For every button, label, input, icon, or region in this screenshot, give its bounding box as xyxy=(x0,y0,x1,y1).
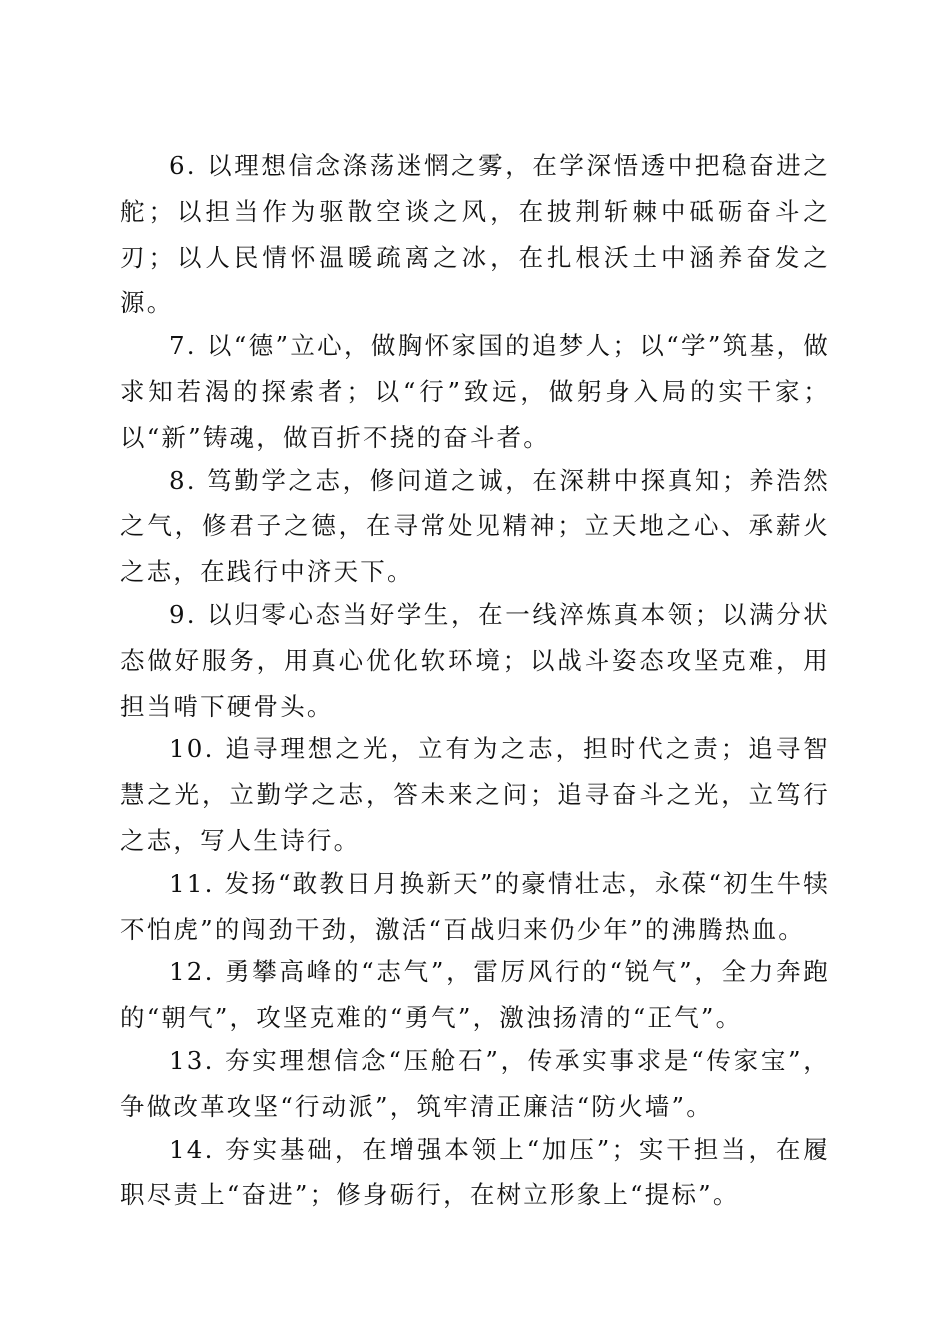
paragraph-8: 8. 笃勤学之志，修问道之诚，在深耕中探真知；养浩然之气，修君子之德，在寻常处见精神；立天地之心、承薪火之志，在践行中济天下。 xyxy=(120,465,830,587)
paragraph-12: 12. 勇攀高峰的“志气”，雷厉风行的“锐气”，全力奔跑的“朝气”，攻坚克难的“勇气”，激浊扬清的“正气”。 xyxy=(120,957,830,1033)
paragraph-7: 7. 以“德”立心，做胸怀家国的追梦人；以“学”筑基，做求知若渴的探索者；以“行”致远，做躬身入局的实干家；以“新”铸魂，做百折不挠的奋斗者。 xyxy=(120,331,830,452)
document-body xyxy=(120,143,830,1215)
paragraph-11: 11. 发扬“敢教日月换新天”的豪情壮志，永葆“初生牛犊不怕虎”的闯劲干劲，激活“百战归来仍少年”的沸腾热血。 xyxy=(120,868,830,944)
paragraph-6: 6. 以理想信念涤荡迷惘之雾，在学深悟透中把稳奋进之舵；以担当作为驱散空谈之风，在披荆斩棘中砥砺奋斗之刃；以人民情怀温暖疏离之冰，在扎根沃土中涵养奋发之源。 xyxy=(120,151,830,318)
paragraph-13: 13. 夯实理想信念“压舱石”，传承实事求是“传家宝”，争做改革攻坚“行动派”，筑牢清正廉洁“防火墙”。 xyxy=(120,1045,830,1121)
paragraph-14: 14. 夯实基础，在增强本领上“加压”；实干担当，在履职尽责上“奋进”；修身砺行，在树立形象上“提标”。 xyxy=(120,1134,830,1210)
paragraph-9: 9. 以归零心态当好学生，在一线淬炼真本领；以满分状态做好服务，用真心优化软环境；以战斗姿态攻坚克难，用担当啃下硬骨头。 xyxy=(120,599,830,721)
paragraph-10: 10. 追寻理想之光，立有为之志，担时代之责；追寻智慧之光，立勤学之志，答未来之问；追寻奋斗之光，立笃行之志，写人生诗行。 xyxy=(120,734,830,855)
